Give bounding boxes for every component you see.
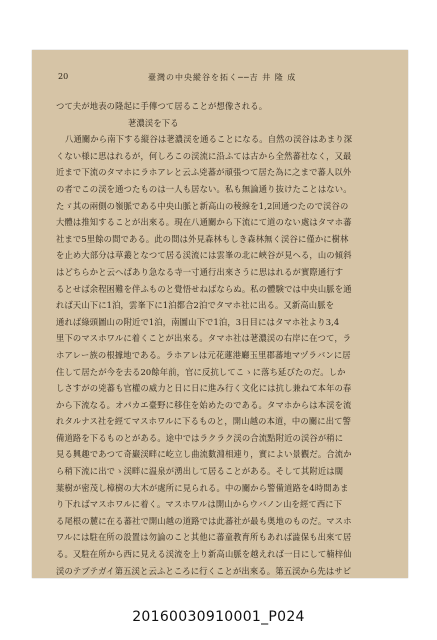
text-line: しさすがの兇蕃も官權の威力と日に日に進み行く文化には抗し兼ねて本年の春: [56, 383, 352, 394]
text-line: つて夫が地表の隆起に手傳つて居ることが想像される。: [56, 101, 268, 111]
image-caption: 20160030910001_P024: [132, 609, 305, 625]
text-line: り下ればマスホワルに着く。マスホワルは開山からウバノン山を經て西に下: [56, 499, 343, 510]
text-line: 大體は推知することが出來る。現在八通關から下流にて道のない處はタマホ蕃: [56, 217, 352, 228]
text-line: れば天山下に1泊，雲峯下に1泊都合2泊でタマホ社に出る。又新高山脈を: [56, 300, 335, 311]
text-line: る。又駐在所から西に見える渓流を上り新高山脈を越えれば一日にして楠梓仙: [56, 549, 352, 560]
text-line: 渓のテブテガイ第五渓と云ふところに行くことが出來る。第五渓から先はサビ: [56, 565, 352, 576]
text-line: の者でこの渓を通つたものは一人も居ない。私も無論通り抜けたことはない。: [56, 183, 352, 194]
text-line: 八通關から南下する縦谷は荖濃渓を通ることになる。自然の渓谷はあまり深: [65, 134, 353, 145]
text-line: 里下のマスホワルに着くことが出來る。タマホ社は荖濃渓の右岸に在つて，ラ: [56, 333, 352, 344]
section-heading: 荖濃渓を下る: [128, 117, 179, 128]
text-line: 社まで5里餘の間である。此の間は外見森林もしき森林無く渓谷に僅かに樹林: [56, 233, 349, 244]
text-line: 葉樹が密茂し樟樹の大木が處所に見られる。中の關から警備道路を4時間あま: [56, 482, 349, 493]
text-line: 近まで下流のタマホにラホアレと云ふ兇蕃が頑張つて居た為に之まで蕃人以外: [56, 167, 352, 178]
page-number: 20: [58, 72, 69, 81]
text-line: はどちらかと云へばあり急なる寺一寸通行出來さうに思はれるが實際通行す: [56, 266, 344, 277]
text-line: たゞ其の兩側の嶺脈である中央山脈と新高山の稜線を1,2回通つたので渓谷の: [56, 200, 349, 211]
text-line: 住して居たが今を去る20餘年前，官に反抗してこゝに落ち延びたのだ。しか: [56, 366, 346, 377]
running-title: 臺灣の中央縱谷を拓く──吉 井 隆 成: [148, 73, 297, 82]
text-line: くない様に思はれるが，何しろこの渓流に沿ふては古から全然蕃社なく，又最: [56, 150, 352, 161]
text-line: ワルには駐在所の設置は勿論のこと其他に蕃童教育所もあれば澁保も出來て居: [56, 532, 352, 543]
text-line: から下流なる。オパカエ臺野に移住を始めたのである。タマホからは本渓を流: [56, 399, 352, 410]
text-line: れタルナス社を經てマスホワルに下るものと，開山越の本道，中の關に出て警: [56, 416, 352, 427]
text-line: ら稍下流に出でゝ渓畔に温泉が湧出して居ることがある。そして其附近は闊: [56, 466, 344, 477]
body-text: [56, 98, 392, 579]
text-line: を止め大部分は草叢となつて居る渓流には雲峯の北に峽谷が見へる，山の傾斜: [56, 250, 352, 261]
text-line: るとせば余程困難を伴ふものと覺悟せねばならぬ。私の體験では中央山脈を通: [56, 283, 352, 294]
text-line: ホアレー族の根據地である。ラホアレは元花蓮港廳玉里郡蕃地マヅラバンに居: [56, 349, 351, 360]
text-line: 見る興趣であつて奇巖渓畔に屹立し曲流數淵相連り，實によい景觀だ。合流か: [56, 449, 352, 460]
text-line: る尾根の麓に在る蕃社で開山越の道路では此蕃社が最も奥地のものだ。マスホ: [56, 515, 352, 526]
text-line: 通れば綠頭圖山の附近で1泊，南圖山下で1泊，3日目にはタマホ社より3,4: [56, 316, 340, 327]
page-header: [58, 72, 388, 86]
text-line: 備道路を下るものとがある。途中ではラクラク渓の合流點附近の渓谷が稍に: [56, 432, 344, 443]
